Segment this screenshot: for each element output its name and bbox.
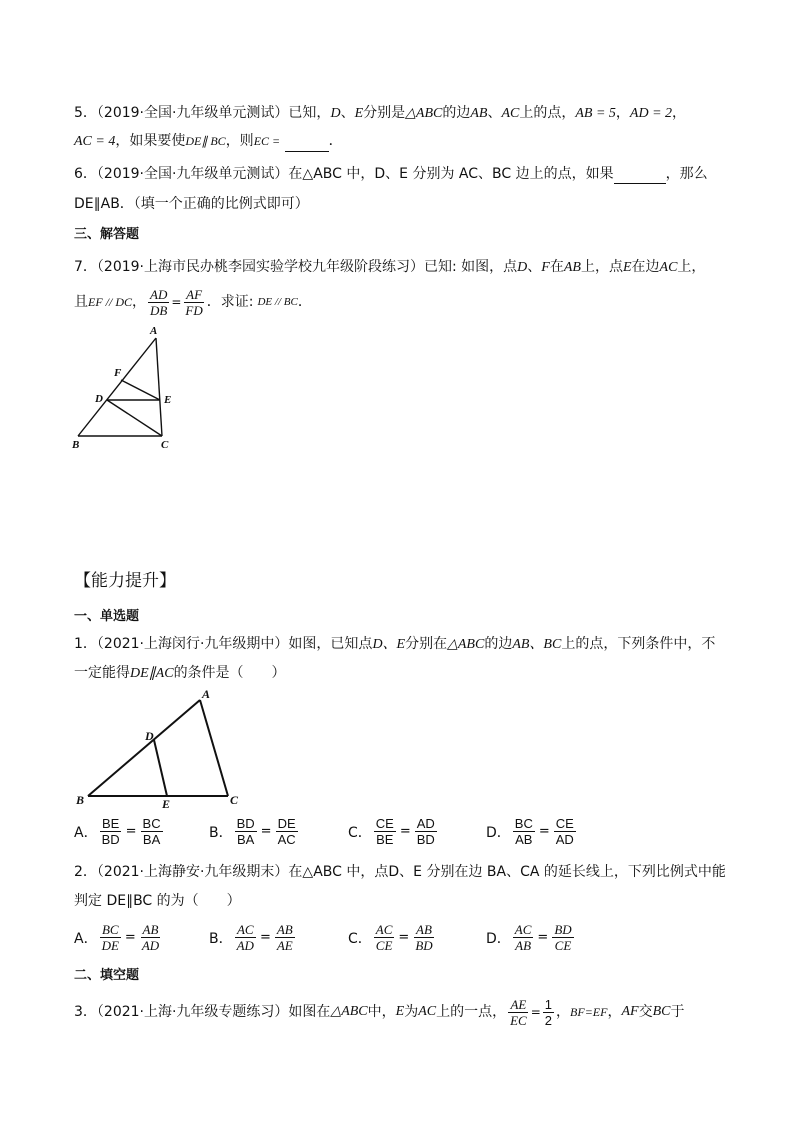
p1-line2: 一定能得DE∥AC的条件是（ ） xyxy=(74,665,286,681)
fraction: $\frac{1}{2}$ xyxy=(544,996,553,1028)
q6-line2: DE∥AB．（填一个正确的比例式即可） xyxy=(74,196,309,212)
option-d[interactable]: D． $\frac{AC}{AB}$ = $\frac{BD}{CE}$ xyxy=(486,922,572,953)
vertex-label-f: F xyxy=(114,367,122,379)
option-c[interactable]: C． $\frac{AC}{CE}$ = $\frac{AB}{BD}$ xyxy=(348,922,433,953)
vertex-label-b: B xyxy=(76,793,85,807)
p2-line1: 2．（2021·上海静安·九年级期末）在△ABC 中，点D、E 分别在边 BA、CA 的延长线上，下列比例式中能 xyxy=(74,864,726,880)
section-heading: 三、解答题 xyxy=(74,227,140,242)
vertex-label-d: D xyxy=(145,729,154,743)
segment-fe xyxy=(121,380,160,400)
answer-blank xyxy=(614,183,666,184)
p2-line2: 判定 DE∥BC 的为（ ） xyxy=(74,893,241,909)
option-b[interactable]: B． $\frac{AC}{AD}$ = $\frac{AB}{AE}$ xyxy=(209,922,293,953)
p1-triangle-figure xyxy=(70,688,250,812)
p1-line1: 1．（2021·上海闵行·九年级期中）如图，已知点D、E分别在△ABC的边AB、BC上的点，下列条件中，不 xyxy=(74,636,716,652)
side-ac xyxy=(156,338,162,436)
q5-line2: AC = 4，如果要使DE∥ BC，则EC = ． xyxy=(74,131,343,152)
vertex-label-e: E xyxy=(162,797,171,811)
side-ac xyxy=(200,700,228,796)
q7-triangle-figure xyxy=(66,322,186,450)
q7-line2: 且 EF // DC ， $\frac{AD}{DB}$ = $\frac{AF}{FD}$ ．求证: DE // BC ． xyxy=(74,286,312,318)
segment-dc xyxy=(107,400,162,436)
vertex-label-a: A xyxy=(150,325,158,337)
vertex-label-c: C xyxy=(161,439,169,451)
fraction: $\frac{AD}{DB}$ xyxy=(150,286,168,318)
option-a[interactable]: A． $\frac{BE}{BD}$ = $\frac{BC}{BA}$ xyxy=(74,816,161,847)
option-a[interactable]: A． $\frac{BC}{DE}$ = $\frac{AB}{AD}$ xyxy=(74,922,160,953)
option-b[interactable]: B． $\frac{BD}{BA}$ = $\frac{DE}{AC}$ xyxy=(209,816,296,847)
fraction: $\frac{AF}{FD}$ xyxy=(185,286,203,318)
vertex-label-e: E xyxy=(164,394,172,406)
q7-line1: 7．（2019·上海市民办桃李园实验学校九年级阶段练习）已知: 如图，点D、F在AB上，点E在边AC上， xyxy=(74,259,706,275)
side-ab xyxy=(78,338,156,436)
section-title: 【能力提升】 xyxy=(74,571,176,591)
vertex-label-d: D xyxy=(95,393,103,405)
segment-de xyxy=(154,740,167,796)
answer-blank xyxy=(285,151,329,152)
vertex-label-a: A xyxy=(202,687,211,701)
q5-line1: 5．（2019·全国·九年级单元测试）已知，D、E分别是△ABC的边AB、AC上的点，AB = 5，AD = 2， xyxy=(74,105,687,121)
option-c[interactable]: C． $\frac{CE}{BE}$ = $\frac{AD}{BD}$ xyxy=(348,816,435,847)
vertex-label-b: B xyxy=(72,439,80,451)
fraction: $\frac{AE}{EC}$ xyxy=(510,996,527,1028)
option-d[interactable]: D． $\frac{BC}{AB}$ = $\frac{CE}{AD}$ xyxy=(486,816,574,847)
q6-line1: 6．（2019·全国·九年级单元测试）在△ABC 中，D、E 分别为 AC、BC 边上的点，如果 ，那么 xyxy=(74,166,708,182)
p3-line1: 3．（2021·上海·九年级专题练习）如图在 △ABC 中， E 为 AC 上的一点， $\frac{AE}{EC}$ = $\frac{1}{2}$ ， BF=EF ， AF 交 BC 于 xyxy=(74,996,685,1028)
section-heading: 二、填空题 xyxy=(74,968,140,983)
vertex-label-c: C xyxy=(230,793,239,807)
section-heading: 一、单选题 xyxy=(74,609,140,624)
side-ab xyxy=(88,700,200,796)
